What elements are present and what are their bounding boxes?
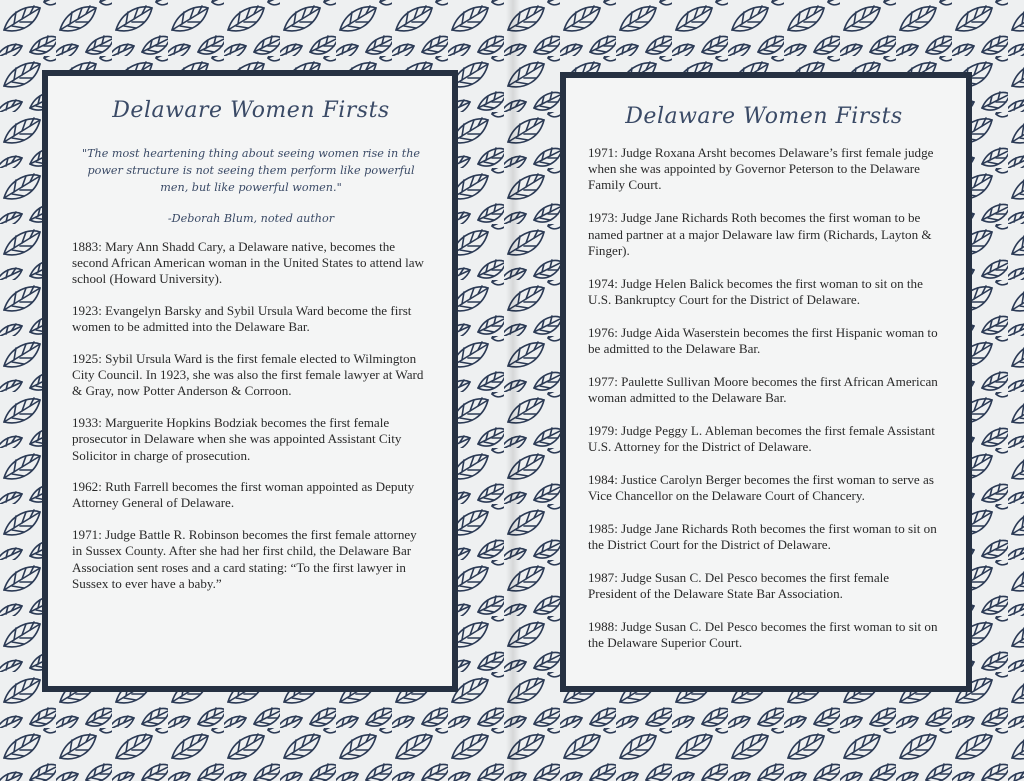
right-page-title: Delaware Women Firsts <box>625 104 903 129</box>
timeline-entry: 1925: Sybil Ursula Ward is the first female elected to Wilmington City Council. In 1923, she was also the first female lawyer at Ward & Gray, now Potter Anderson & Corroon. <box>72 351 424 399</box>
timeline-entry: 1923: Evangelyn Barsky and Sybil Ursula Ward become the first women to be admitted into the Delaware Bar. <box>72 303 412 335</box>
timeline-entry: 1962: Ruth Farrell becomes the first woman appointed as Deputy Attorney General of Delaware. <box>72 479 415 511</box>
timeline-entry: 1985: Judge Jane Richards Roth becomes the first woman to sit on the District Court for the District of Delaware. <box>588 521 937 553</box>
left-page-title: Delaware Women Firsts <box>112 98 390 123</box>
page-fold <box>506 0 520 781</box>
timeline-entry: 1987: Judge Susan C. Del Pesco becomes the first female President of the Delaware State Bar Association. <box>588 570 890 602</box>
right-page-panel <box>560 72 972 692</box>
timeline-entry: 1976: Judge Aida Waserstein becomes the first Hispanic woman to be admitted to the Delaware Bar. <box>588 324 938 356</box>
timeline-entry: 1971: Judge Roxana Arsht becomes Delaware’s first female judge when she was appointed by Governor Peterson to the Delaware Family Court. <box>588 145 934 193</box>
timeline-entry: 1974: Judge Helen Balick becomes the first woman to sit on the U.S. Bankruptcy Court for the District of Delaware. <box>588 275 923 307</box>
timeline-entry: 1933: Marguerite Hopkins Bodziak becomes the first female prosecutor in Delaware when she was appointed Assistant City Solicitor in charge of prosecution. <box>72 415 402 463</box>
left-page-panel <box>42 70 458 692</box>
quote: "The most heartening thing about seeing women rise in the power structure is not seeing them perform like powerful men, but like powerful women." <box>81 147 421 194</box>
timeline-entry: 1977: Paulette Sullivan Moore becomes the first African American woman admitted to the Delaware Bar. <box>588 373 938 405</box>
timeline-entry: 1984: Justice Carolyn Berger becomes the first woman to serve as Vice Chancellor on the Delaware Court of Chancery. <box>588 471 934 504</box>
timeline-entry: 1971: Judge Battle R. Robinson becomes the first female attorney in Sussex County. After she had her first child, the Delaware Bar Association sent roses and a card stating: “To the first lawyer in Sussex to ever have a baby.” <box>72 527 417 591</box>
timeline-entry: 1988: Judge Susan C. Del Pesco becomes the first woman to sit on the Delaware Superior Court. <box>588 619 938 651</box>
quote-attribution: -Deborah Blum, noted author <box>167 212 335 225</box>
timeline-entry: 1973: Judge Jane Richards Roth becomes the first woman to be named partner at a major Delaware law firm (Richards, Layton & Finger). <box>588 210 932 258</box>
timeline-entry: 1979: Judge Peggy L. Ableman becomes the first female Assistant U.S. Attorney for the District of Delaware. <box>588 422 935 455</box>
timeline-entry: 1883: Mary Ann Shadd Cary, a Delaware native, becomes the second African American woman in the United States to attend law school (Howard University). <box>72 239 424 287</box>
